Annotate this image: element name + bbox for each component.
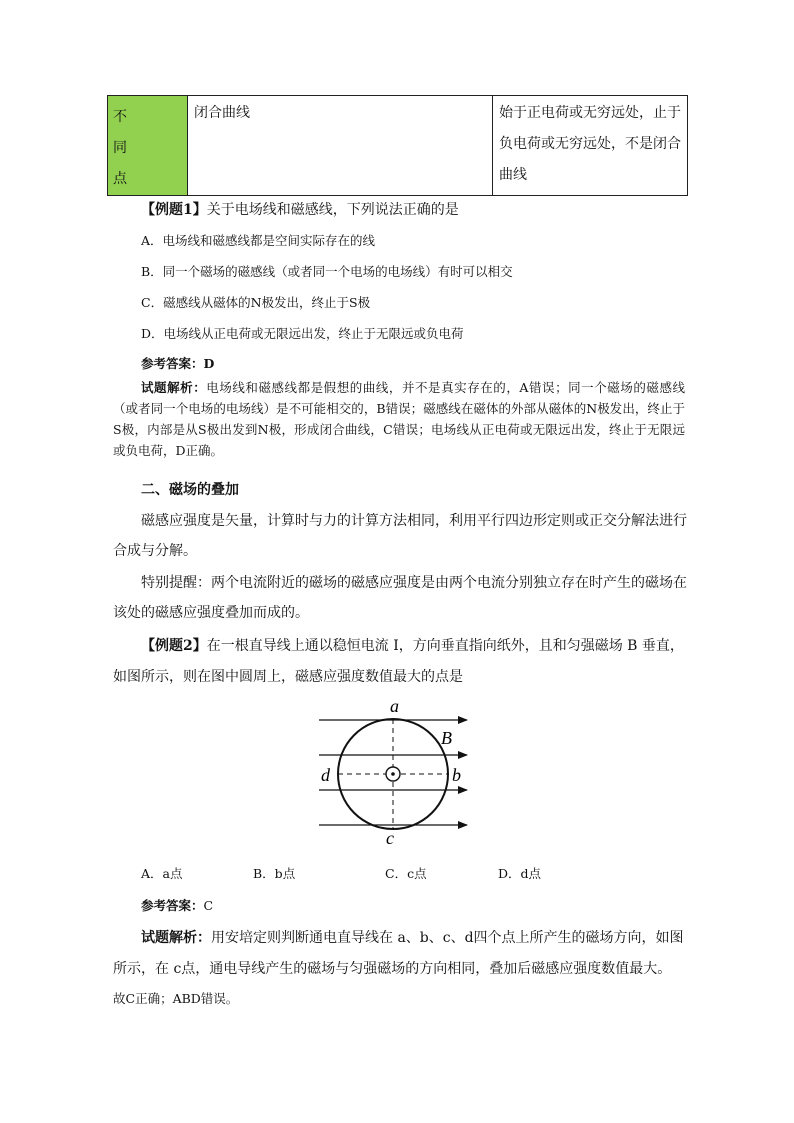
example1-explanation: 试题解析：电场线和磁感线都是假想的曲线，并不是真实存在的，A错误；同一个磁场的磁感线（或者同一个电场的电场线）是不可能相交的，B错误；磁感线在磁体的外部从磁体的N极发出，终止于S极，内部是从S极出发到N极，形成闭合曲线，C错误；电场线从正电荷或无限远出发，终止于无限远或负电荷，D正确。 (113, 380, 685, 458)
example2-explanation-line1: 试题解析：用安培定则判断通电直导线在 a、b、c、d四个点上所产生的磁场方向，如图 (141, 930, 684, 946)
example2-option-b: B．b点 (253, 866, 296, 881)
example2-explanation-line3: 故C正确；ABD错误。 (113, 991, 239, 1006)
label-b: b (452, 765, 461, 785)
example1-option-b: B．同一个磁场的磁感线（或者同一个电场的电场线）有时可以相交 (141, 264, 513, 279)
example2-answer: 参考答案：C (141, 898, 214, 913)
section-heading: 二、磁场的叠加 (141, 482, 239, 498)
example2-explanation-line2: 所示，在 c点，通电导线产生的磁场与匀强磁场的方向相同，叠加后磁感应强度数值最大。 (113, 961, 672, 977)
label-d: d (321, 765, 330, 785)
row-label-cell (108, 96, 188, 196)
row-label-char: 同 (113, 140, 127, 156)
electric-line-cell: 始于正电荷或无穷远处，止于 负电荷或无穷远处，不是闭合 曲线 (493, 96, 688, 196)
example1-question: 【例题1】关于电场线和磁感线，下列说法正确的是 (141, 202, 459, 218)
magnetic-line-cell: 闭合曲线 (188, 96, 493, 196)
label-c: c (386, 828, 394, 848)
row-label-char: 不 (113, 109, 127, 125)
example1-option-d: D．电场线从正电荷或无限远出发，终止于无限远或负电荷 (141, 326, 464, 341)
row-label-char: 点 (113, 171, 127, 187)
example1-answer: 参考答案：D (141, 356, 215, 371)
example2-question-line1: 【例题2】在一根直导线上通以稳恒电流 I，方向垂直指向纸外，且和匀强磁场 B 垂直， (141, 638, 684, 654)
section2-paragraph-1: 磁感应强度是矢量，计算时与力的计算方法相同，利用平行四边形定则或正交分解法进行合成与分解。 (113, 513, 687, 559)
comparison-table (107, 95, 688, 196)
magnetic-field-figure (313, 692, 483, 852)
example2-option-a: A．a点 (141, 866, 183, 881)
table-row (108, 96, 688, 196)
label-B: B (441, 728, 452, 748)
label-a: a (390, 696, 399, 716)
example2-option-c: C．c点 (385, 866, 427, 881)
current-out-dot (391, 772, 395, 776)
example2-question-line2: 如图所示，则在图中圆周上，磁感应强度数值最大的点是 (113, 669, 463, 685)
section2-paragraph-2: 特别提醒：两个电流附近的磁场的磁感应强度是由两个电流分别独立存在时产生的磁场在该处的磁感应强度叠加而成的。 (113, 575, 687, 621)
example1-option-c: C．磁感线从磁体的N极发出，终止于S极 (141, 295, 371, 310)
example1-option-a: A．电场线和磁感线都是空间实际存在的线 (141, 233, 376, 248)
example2-option-d: D．d点 (498, 866, 542, 881)
